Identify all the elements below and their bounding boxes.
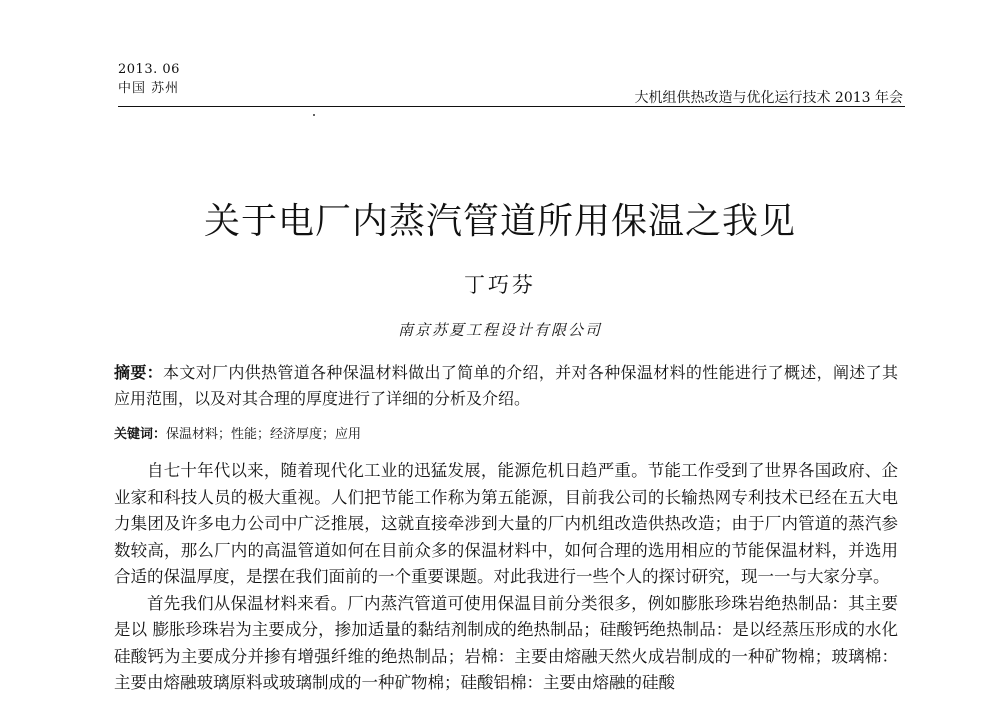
- abstract-label: 摘要：: [114, 363, 164, 382]
- keywords: [114, 425, 898, 445]
- abstract-text: 本文对厂内供热管道各种保温材料做出了简单的介绍，并对各种保温材料的性能进行了概述，阐述了其应用范围，以及对其合理的厚度进行了详细的分析及介绍。: [114, 363, 898, 408]
- paper-title: 关于电厂内蒸汽管道所用保温之我见: [203, 201, 796, 242]
- body-text: [114, 458, 898, 697]
- scan-speck: [313, 114, 315, 116]
- header-place: 中国 苏州: [118, 81, 180, 96]
- body-paragraph: 自七十年代以来，随着现代化工业的迅猛发展，能源危机日趋严重。节能工作受到了世界各国政府、企业家和科技人员的极大重视。人们把节能工作称为第五能源，目前我公司的长输热网专利技术已经在五大电力集团及许多电力公司中广泛推展，这就直接牵涉到大量的厂内机组改造供热改造；由于厂内管道的蒸汽参数较高，那么厂内的高温管道如何在目前众多的保温材料中，如何合理的选用相应的节能保温材料，并选用合适的保温厚度，是摆在我们面前的一个重要课题。对此我进行一些个人的探讨研究，现一一与大家分享。: [114, 461, 898, 586]
- header-date: 2013. 06: [118, 62, 180, 77]
- keywords-label: 关键词：: [114, 427, 167, 442]
- header-conference: 大机组供热改造与优化运行技术 2013 年会: [634, 90, 903, 106]
- body-paragraph: 首先我们从保温材料来看。厂内蒸汽管道可使用保温目前分类很多，例如膨胀珍珠岩绝热制品：其主要是以 膨胀珍珠岩为主要成分，掺加适量的黏结剂制成的绝热制品；硅酸钙绝热制品：是以经蒸压形成的水化硅酸钙为主要成分并掺有增强纤维的绝热制品；岩棉：主要由熔融天然火成岩制成的一种矿物棉；玻璃棉：主要由熔融玻璃原料或玻璃制成的一种矿物棉；硅酸铝棉：主要由熔融的硅酸: [114, 593, 898, 692]
- paper-author: 丁巧芬: [464, 273, 536, 297]
- abstract: [114, 360, 898, 412]
- header-divider: [118, 106, 905, 107]
- paper-affiliation: 南京苏夏工程设计有限公司: [397, 321, 602, 339]
- keywords-text: 保温材料；性能；经济厚度；应用: [166, 427, 362, 442]
